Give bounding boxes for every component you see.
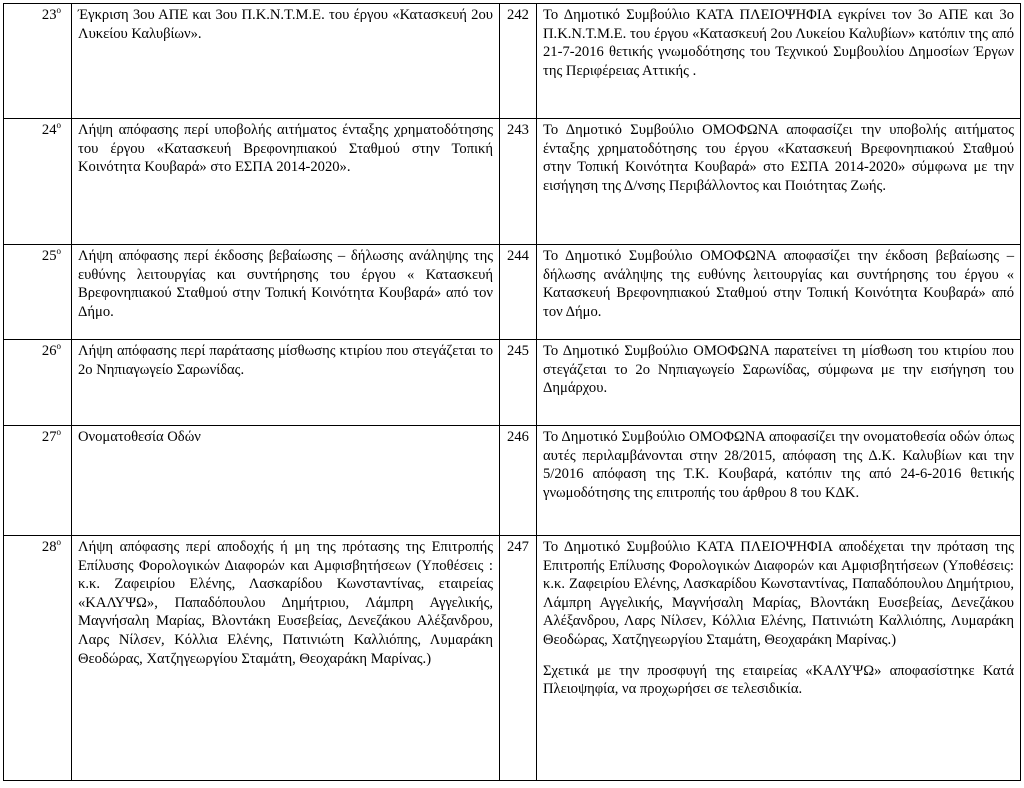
decision-number: 245 [500,340,537,426]
decision-number: 242 [500,4,537,119]
decision-text: Το Δημοτικό Συμβούλιο ΚΑΤΑ ΠΛΕΙΟΨΗΦΙΑ αποδέχεται την πρόταση της Επιτροπής Επίλυσης Φορολογικών Διαφορών και Αμφισβητήσεων (Υποθέσεις: κ.κ. Ζαφειρίου Ελένης, Λασκαρίδου Κωνσταντίνας, Παπαδόπουλου Δημήτριου, Λάμπρη Αγγελικής, Μαγνήσαλη Μαρίας, Βλοντάκη Ευσεβείας, Δενεζάκου Αλέξανδρου, Λαρς Νίλσεν, Κόλλια Ελένης, Πατινιώτη Καλλιόπης, Λυμαράκη Θεοδώρας, Χατζηγεωργίου Σταμάτη, Θεοχαράκη Μαρίνας.) Σχετικά με την προσφυγή της εταιρείας «ΚΑΛΥΨΩ» αποφασίστηκε Κατά Πλειοψηφία, να προχωρήσει σε τελεσιδικία. [537,536,1021,781]
table-row [4,119,1021,245]
table-row [4,536,1021,781]
item-subject: Λήψη απόφασης περί έκδοσης βεβαίωσης – δήλωσης ανάληψης της ευθύνης λειτουργίας και συντήρησης του έργου « Κατασκευή Βρεφονηπιακού Σταθμού στην Τοπική Κοινότητα Κουβαρά» από τον Δήμο. [72,245,500,340]
decision-text: Το Δημοτικό Συμβούλιο ΟΜΟΦΩΝΑ αποφασίζει την έκδοση βεβαίωσης – δήλωσης ανάληψης της ευθύνης λειτουργίας και συντήρησης του έργου « Κατασκευή Βρεφονηπιακού Σταθμού στην Τοπική Κοινότητα Κουβαρά» από τον Δήμο. [537,245,1021,340]
council-minutes-table [3,3,1021,781]
decision-text: Το Δημοτικό Συμβούλιο ΟΜΟΦΩΝΑ αποφασίζει την υποβολής αιτήματος ένταξης χρηματοδότησης του έργου «Κατασκευή Βρεφονηπιακού Σταθμού στην Τοπική Κοινότητα Κουβαρά» στο ΕΣΠΑ 2014-2020» σύμφωνα με την εισήγηση της Δ/νσης Περιβάλλοντος και Ποιότητας Ζωής. [537,119,1021,245]
item-number: $26^o$ [4,340,72,426]
decision-number: 247 [500,536,537,781]
table-row [4,340,1021,426]
item-number: $23^o$ [4,4,72,119]
decision-text: Το Δημοτικό Συμβούλιο ΚΑΤΑ ΠΛΕΙΟΨΗΦΙΑ εγκρίνει τον 3ο ΑΠΕ και 3ο Π.Κ.Ν.Τ.Μ.Ε. του έργου «Κατασκευή 2ου Λυκείου Καλυβίων» κατόπιν της από 21-7-2016 θετικής γνωμοδότησης του Τεχνικού Συμβουλίου Δημοσίων Έργων της Περιφέρειας Αττικής . [537,4,1021,119]
item-number: $28^o$ [4,536,72,781]
item-number: $24^o$ [4,119,72,245]
decision-number: 246 [500,426,537,536]
decision-number: 243 [500,119,537,245]
item-subject: Λήψη απόφασης περί παράτασης μίσθωσης κτιρίου που στεγάζεται το 2ο Νηπιαγωγείο Σαρωνίδας. [72,340,500,426]
table-row [4,4,1021,119]
item-number: $25^o$ [4,245,72,340]
item-subject: Λήψη απόφασης περί υποβολής αιτήματος ένταξης χρηματοδότησης του έργου «Κατασκευή Βρεφονηπιακού Σταθμού στην Τοπική Κοινότητα Κουβαρά» στο ΕΣΠΑ 2014-2020». [72,119,500,245]
decision-text: Το Δημοτικό Συμβούλιο ΟΜΟΦΩΝΑ αποφασίζει την ονοματοθεσία οδών όπως αυτές περιλαμβάνονται στην 28/2015, απόφαση της Δ.Κ. Καλυβίων και την 5/2016 απόφαση της Τ.Κ. Κουβαρά, κατόπιν της από 24-6-2016 θετικής γνωμοδότησης της επιτροπής του άρθρου 8 του ΚΔΚ. [537,426,1021,536]
item-number: $27^o$ [4,426,72,536]
item-subject: Λήψη απόφασης περί αποδοχής ή μη της πρότασης της Επιτροπής Επίλυσης Φορολογικών Διαφορών και Αμφισβητήσεων (Υποθέσεις : κ.κ. Ζαφειρίου Ελένης, Λασκαρίδου Κωνσταντίνας, εταιρείας «ΚΑΛΥΨΩ», Παπαδόπουλου Δημήτριου, Λάμπρη Αγγελικής, Μαγνήσαλη Μαρίας, Βλοντάκη Ευσεβείας, Δενεζάκου Αλέξανδρου, Λαρς Νίλσεν, Κόλλια Ελένης, Πατινιώτη Καλλιόπης, Λυμαράκη Θεοδώρας, Χατζηγεωργίου Σταμάτη, Θεοχαράκη Μαρίνας.) [72,536,500,781]
item-subject: Έγκριση 3ου ΑΠΕ και 3ου Π.Κ.Ν.Τ.Μ.Ε. του έργου «Κατασκευή 2ου Λυκείου Καλυβίων». [72,4,500,119]
table-row [4,426,1021,536]
item-subject: Ονοματοθεσία Οδών [72,426,500,536]
decision-text: Το Δημοτικό Συμβούλιο ΟΜΟΦΩΝΑ παρατείνει τη μίσθωση του κτιρίου που στεγάζεται το 2ο Νηπιαγωγείο Σαρωνίδας, σύμφωνα με την εισήγηση του Δημάρχου. [537,340,1021,426]
table-row [4,245,1021,340]
decision-number: 244 [500,245,537,340]
